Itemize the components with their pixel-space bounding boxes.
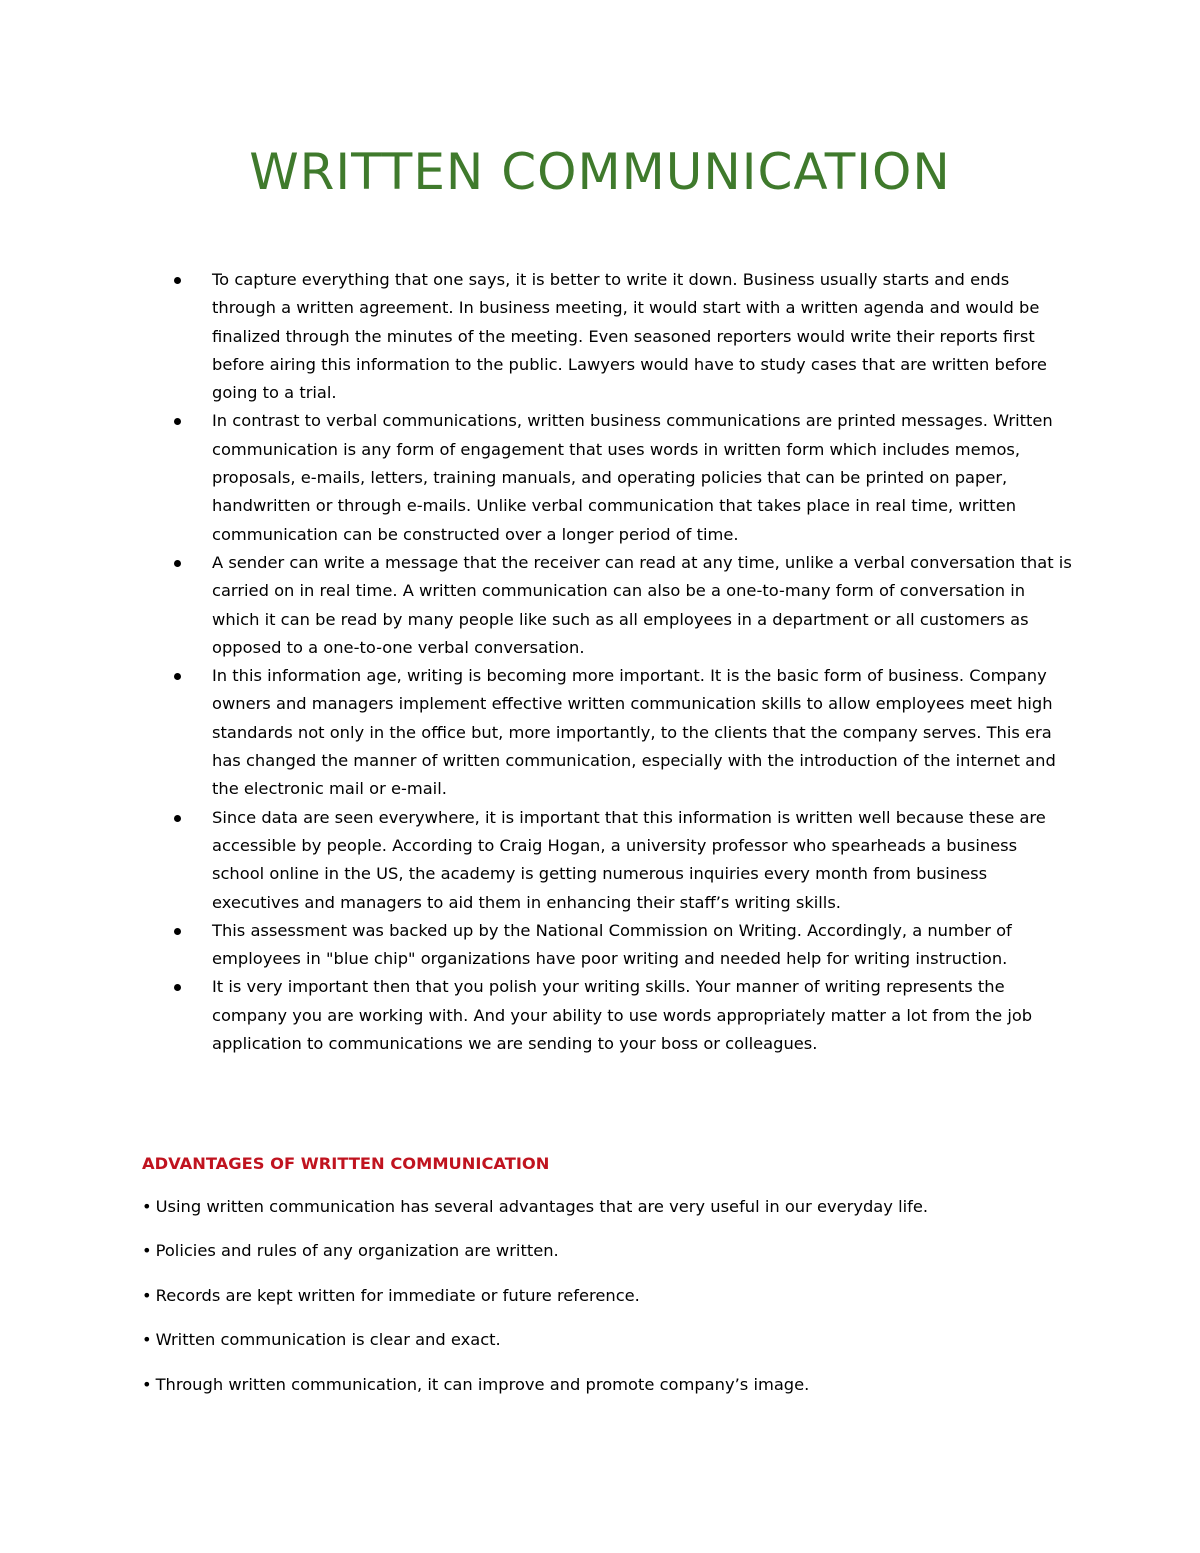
list-item — [172, 549, 1072, 662]
bullet-icon — [174, 928, 181, 935]
advantage-text: Through written communication, it can improve and promote company’s image. — [155, 1374, 810, 1394]
advantage-text: Written communication is clear and exact. — [155, 1330, 501, 1350]
list-item — [172, 662, 1072, 803]
list-item-text: In this information age, writing is becoming more important. It is the basic form of business. Company owners and managers implement effective written communication skills to allow employees meet high standards not only in the office but, more importantly, to the clients that the company serves. This era has changed the manner of written communication, especially with the introduction of the internet and the electronic mail or e-mail. — [212, 666, 1056, 799]
bullet-list — [172, 266, 1072, 1058]
advantage-item — [142, 1328, 1102, 1372]
bullet-icon: • — [142, 1241, 152, 1261]
list-item-text: To capture everything that one says, it is better to write it down. Business usually starts and ends through a written agreement. In business meeting, it would start with a written agenda and would be finalized through the minutes of the meeting. Even seasoned reporters would write their reports first before airing this information to the public. Lawyers would have to study cases that are written before going to a trial. — [212, 270, 1047, 403]
bullet-icon: • — [142, 1374, 152, 1394]
list-item-text: This assessment was backed up by the National Commission on Writing. Accordingly, a number of employees in "blue chip" organizations have poor writing and needed help for writing instruction. — [212, 920, 1012, 969]
bullet-icon: • — [142, 1285, 152, 1305]
advantage-item — [142, 1284, 1102, 1328]
list-item — [172, 407, 1072, 548]
advantage-item — [142, 1239, 1102, 1283]
advantage-text: Policies and rules of any organization are written. — [155, 1241, 559, 1261]
advantage-text: Records are kept written for immediate or future reference. — [155, 1285, 640, 1305]
advantage-item — [142, 1373, 1102, 1417]
list-item-text: A sender can write a message that the receiver can read at any time, unlike a verbal conversation that is carried on in real time. A written communication can also be a one-to-many form of conversation in which it can be read by many people like such as all employees in a department or all customers as opposed to a one-to-one verbal conversation. — [212, 552, 1072, 657]
advantage-text: Using written communication has several advantages that are very useful in our everyday life. — [155, 1197, 929, 1216]
page-title: WRITTEN COMMUNICATION — [249, 143, 951, 201]
advantage-item — [142, 1195, 1102, 1239]
bullet-icon — [174, 560, 181, 567]
bullet-icon — [174, 673, 181, 680]
bullet-icon — [174, 277, 181, 284]
list-item — [172, 804, 1072, 917]
list-item — [172, 266, 1072, 407]
list-item — [172, 917, 1072, 974]
bullet-icon: • — [142, 1197, 152, 1216]
advantages-heading: ADVANTAGES OF WRITTEN COMMUNICATION — [142, 1154, 550, 1173]
list-item — [172, 973, 1072, 1058]
bullet-icon: • — [142, 1330, 152, 1350]
advantages-list — [142, 1195, 1102, 1417]
list-item-text: In contrast to verbal communications, written business communications are printed messages. Written communication is any form of engagement that uses words in written form which includes memos, proposals, e-mails, letters, training manuals, and operating policies that can be printed on paper, handwritten or through e-mails. Unlike verbal communication that takes place in real time, written communication can be constructed over a longer period of time. — [212, 411, 1053, 544]
bullet-icon — [174, 418, 181, 425]
list-item-text: It is very important then that you polish your writing skills. Your manner of writing represents the company you are working with. And your ability to use words appropriately matter a lot from the job application to communications we are sending to your boss or colleagues. — [212, 977, 1033, 1054]
bullet-icon — [174, 984, 181, 991]
list-item-text: Since data are seen everywhere, it is important that this information is written well because these are accessible by people. According to Craig Hogan, a university professor who spearheads a business school online in the US, the academy is getting numerous inquiries every month from business executives and managers to aid them in enhancing their staff’s writing skills. — [212, 807, 1046, 912]
bullet-icon — [174, 815, 181, 822]
